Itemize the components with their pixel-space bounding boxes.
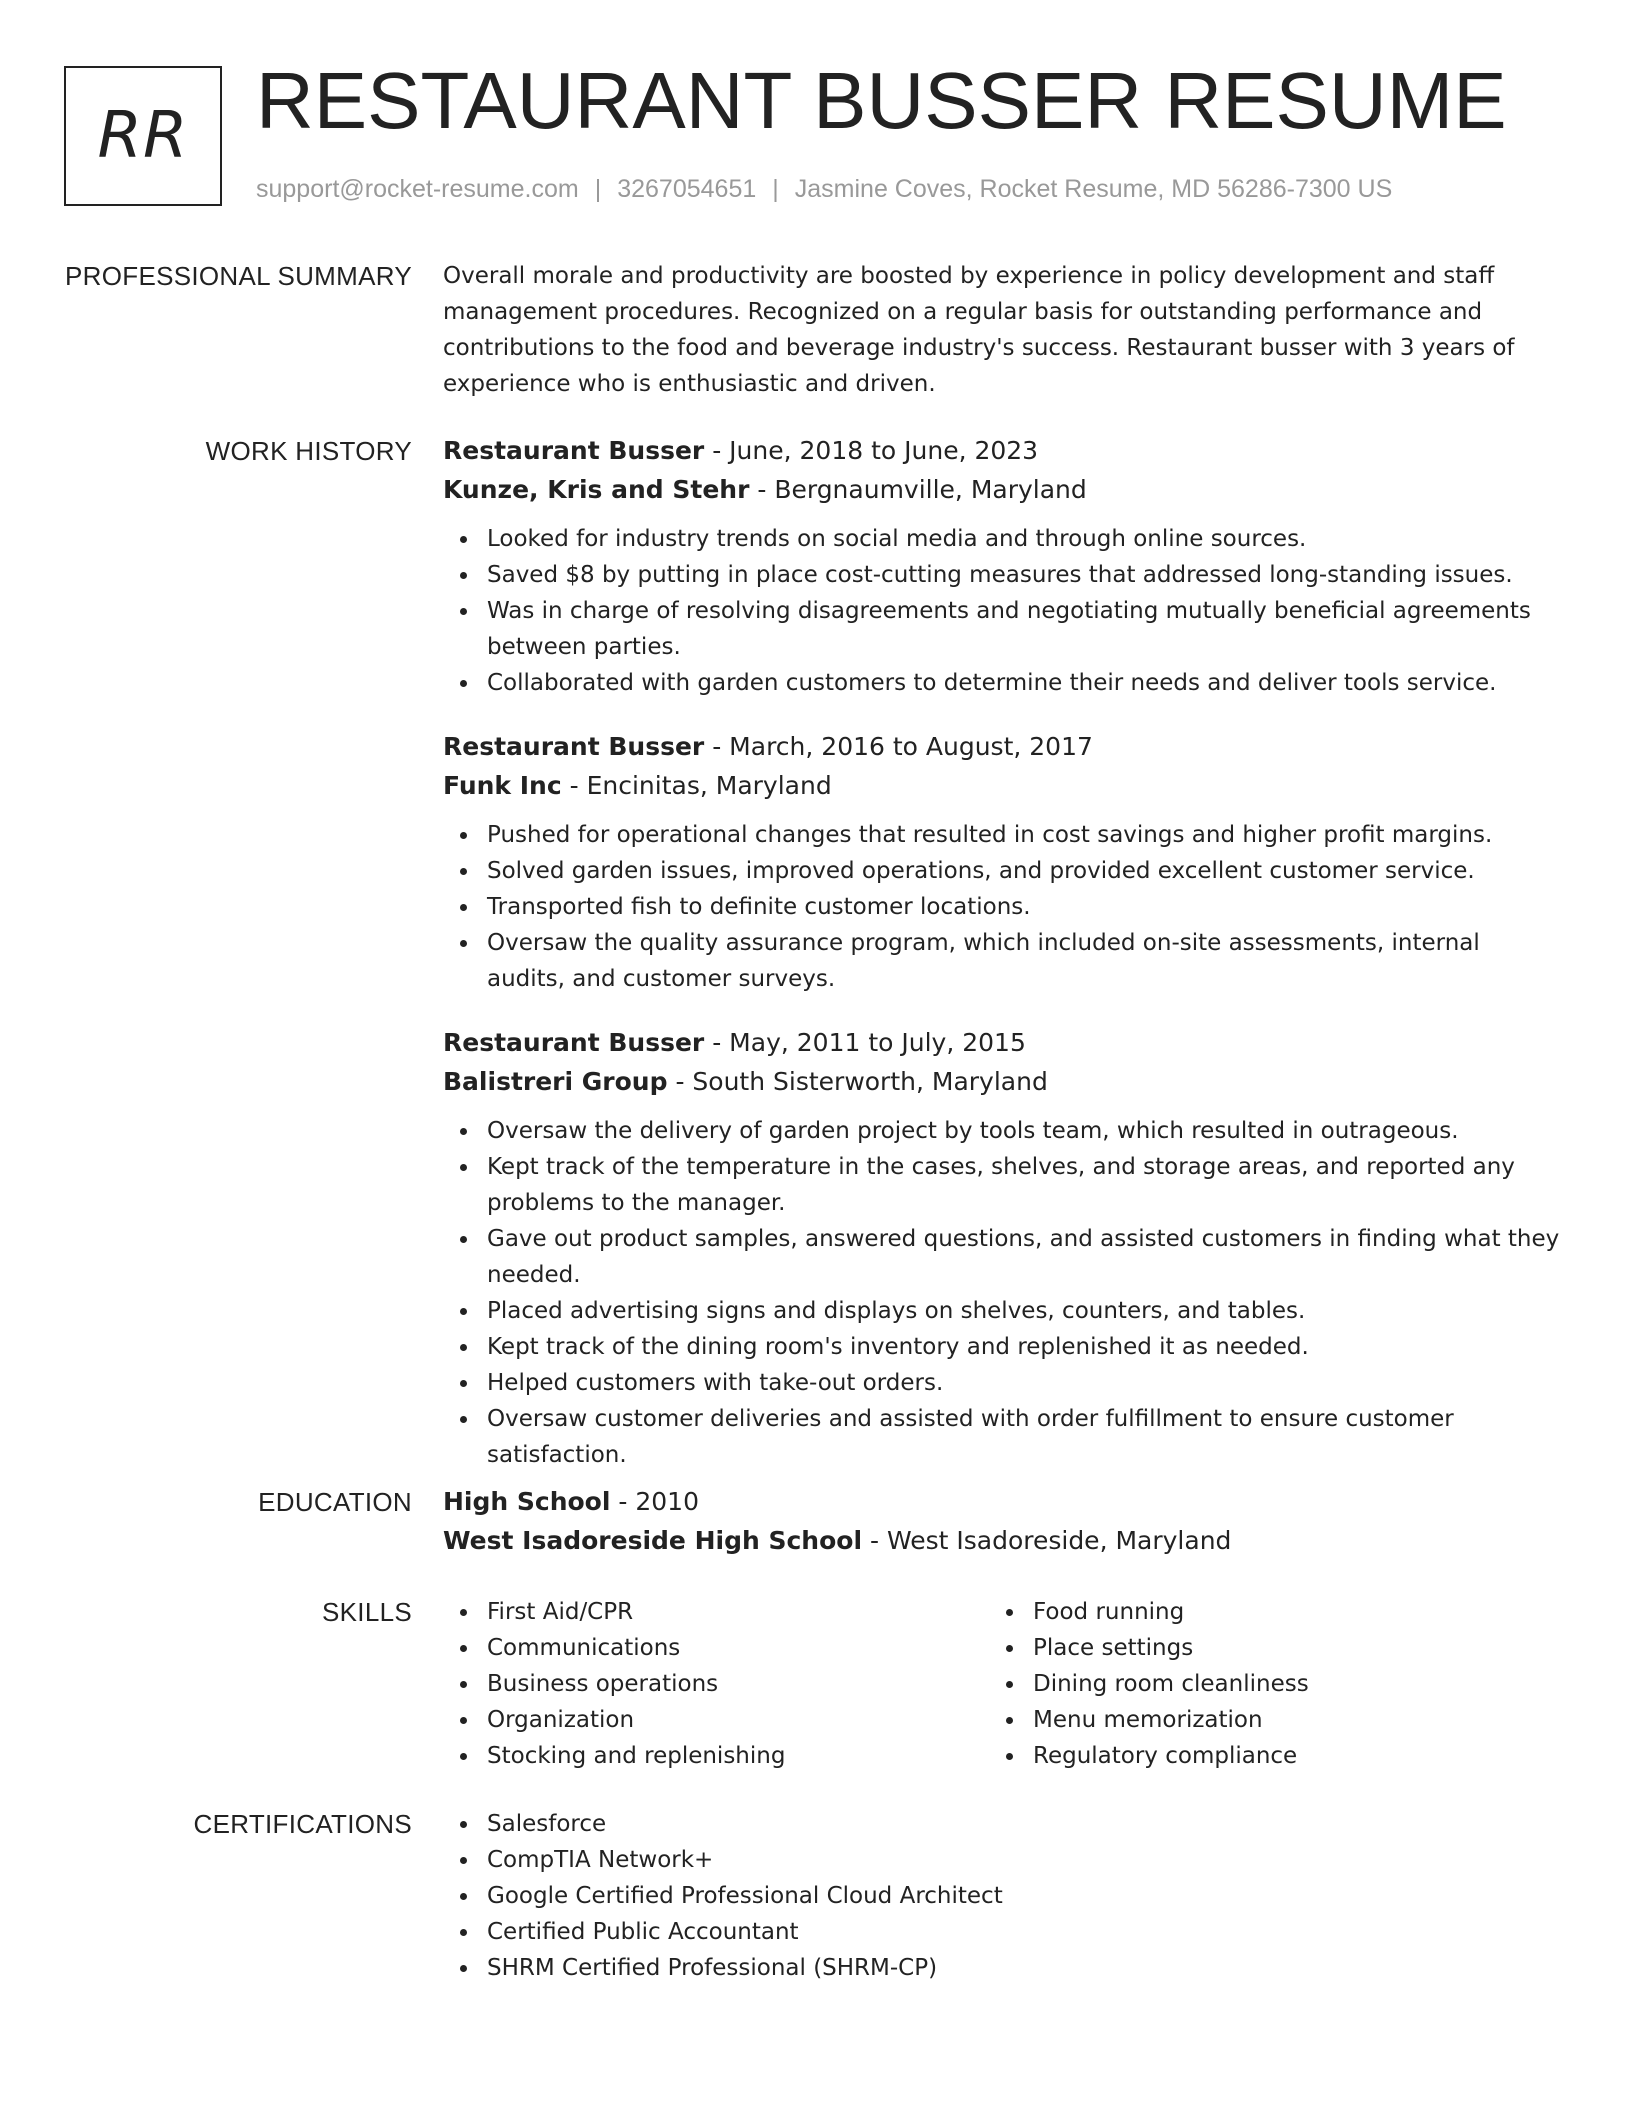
list-item: Kept track of the dining room's inventory and replenished it as needed. (443, 1329, 1563, 1365)
certifications-list (443, 1806, 1563, 1986)
education-location: - West Isadoreside, Maryland (862, 1526, 1232, 1555)
job-entry (443, 1023, 1563, 1473)
job-entry (443, 727, 1563, 997)
skills-list (989, 1594, 1535, 1774)
certifications-heading: CERTIFICATIONS (193, 1809, 412, 1839)
skills-body (443, 1594, 1563, 1774)
list-item: Business operations (443, 1666, 989, 1702)
education-heading: EDUCATION (258, 1487, 412, 1517)
list-item: Regulatory compliance (989, 1738, 1535, 1774)
summary-body (443, 258, 1563, 402)
list-item: Helped customers with take-out orders. (443, 1365, 1563, 1401)
list-item: Solved garden issues, improved operations, and provided excellent customer service. (443, 853, 1563, 889)
skills-column-left (443, 1594, 989, 1774)
summary-line: management procedures. Recognized on a regular basis for outstanding performance and (443, 299, 1483, 325)
job-company-line (443, 1062, 1563, 1101)
education-degree: High School (443, 1487, 611, 1516)
contact-phone: 3267054651 (617, 175, 757, 203)
list-item: Dining room cleanliness (989, 1666, 1535, 1702)
list-item: Gave out product samples, answered questions, and assisted customers in finding what they needed. (443, 1221, 1563, 1293)
list-item: Pushed for operational changes that resulted in cost savings and higher profit margins. (443, 817, 1563, 853)
resume-title: RESTAURANT BUSSER RESUME (256, 56, 1507, 145)
list-item: Communications (443, 1630, 989, 1666)
education-body (443, 1482, 1563, 1560)
contact-separator: | (594, 175, 602, 203)
job-entry (443, 431, 1563, 701)
job-bullets (443, 817, 1563, 997)
list-item: Organization (443, 1702, 989, 1738)
job-location: - Encinitas, Maryland (561, 771, 832, 800)
job-company-line (443, 470, 1563, 509)
summary-heading: PROFESSIONAL SUMMARY (65, 261, 412, 291)
job-dates: - May, 2011 to July, 2015 (704, 1028, 1026, 1057)
job-bullets (443, 1113, 1563, 1473)
job-title: Restaurant Busser (443, 436, 705, 465)
list-item: CompTIA Network+ (443, 1842, 1563, 1878)
contact-line (256, 174, 1392, 204)
summary-text (443, 258, 1563, 402)
list-item: Menu memorization (989, 1702, 1535, 1738)
contact-email: support@rocket-resume.com (256, 175, 579, 203)
list-item: Certified Public Accountant (443, 1914, 1563, 1950)
list-item: Was in charge of resolving disagreements and negotiating mutually beneficial agreements between parties. (443, 593, 1563, 665)
list-item: Place settings (989, 1630, 1535, 1666)
skills-heading: SKILLS (322, 1597, 412, 1627)
contact-separator: | (772, 175, 779, 203)
job-company-line (443, 766, 1563, 805)
list-item: Oversaw the quality assurance program, which included on-site assessments, internal audits, and customer surveys. (443, 925, 1563, 997)
education-degree-line (443, 1482, 1563, 1521)
education-school-line (443, 1521, 1563, 1560)
job-company: Balistreri Group (443, 1067, 668, 1096)
list-item: SHRM Certified Professional (SHRM-CP) (443, 1950, 1563, 1986)
summary-line: contributions to the food and beverage industry's success. Restaurant busser with 3 years of (443, 335, 1515, 361)
list-item: Oversaw customer deliveries and assisted with order fulfillment to ensure customer satisfaction. (443, 1401, 1563, 1473)
skills-list (443, 1594, 989, 1774)
work-history-heading: WORK HISTORY (205, 436, 412, 466)
summary-line: Overall morale and productivity are boosted by experience in policy development and staff (443, 263, 1495, 289)
contact-address: Jasmine Coves, Rocket Resume, MD 56286-7300 US (794, 175, 1393, 203)
job-title-line (443, 1023, 1563, 1062)
list-item: Food running (989, 1594, 1535, 1630)
job-dates: - June, 2018 to June, 2023 (704, 436, 1039, 465)
education-year: - 2010 (610, 1487, 699, 1516)
certifications-body (443, 1806, 1563, 1986)
job-title-line (443, 727, 1563, 766)
list-item: Looked for industry trends on social media and through online sources. (443, 521, 1563, 557)
work-history-body (443, 431, 1563, 1473)
job-company: Kunze, Kris and Stehr (443, 475, 750, 504)
summary-line: experience who is enthusiastic and driven. (443, 371, 936, 397)
list-item: Salesforce (443, 1806, 1563, 1842)
list-item: Transported fish to definite customer locations. (443, 889, 1563, 925)
job-dates: - March, 2016 to August, 2017 (704, 732, 1093, 761)
list-item: Stocking and replenishing (443, 1738, 989, 1774)
list-item: Collaborated with garden customers to determine their needs and deliver tools service. (443, 665, 1563, 701)
job-bullets (443, 521, 1563, 701)
job-title: Restaurant Busser (443, 732, 705, 761)
list-item: First Aid/CPR (443, 1594, 989, 1630)
job-location: - Bergnaumville, Maryland (749, 475, 1087, 504)
list-item: Saved $8 by putting in place cost-cutting measures that addressed long-standing issues. (443, 557, 1563, 593)
list-item: Placed advertising signs and displays on shelves, counters, and tables. (443, 1293, 1563, 1329)
monogram-initials: RR (97, 99, 189, 173)
list-item: Google Certified Professional Cloud Architect (443, 1878, 1563, 1914)
job-location: - South Sisterworth, Maryland (667, 1067, 1048, 1096)
job-title-line (443, 431, 1563, 470)
education-school: West Isadoreside High School (443, 1526, 863, 1555)
skills-column-right (989, 1594, 1535, 1774)
job-title: Restaurant Busser (443, 1028, 705, 1057)
list-item: Oversaw the delivery of garden project by tools team, which resulted in outrageous. (443, 1113, 1563, 1149)
list-item: Kept track of the temperature in the cases, shelves, and storage areas, and reported any problems to the manager. (443, 1149, 1563, 1221)
monogram-box (64, 66, 222, 206)
job-company: Funk Inc (443, 771, 562, 800)
